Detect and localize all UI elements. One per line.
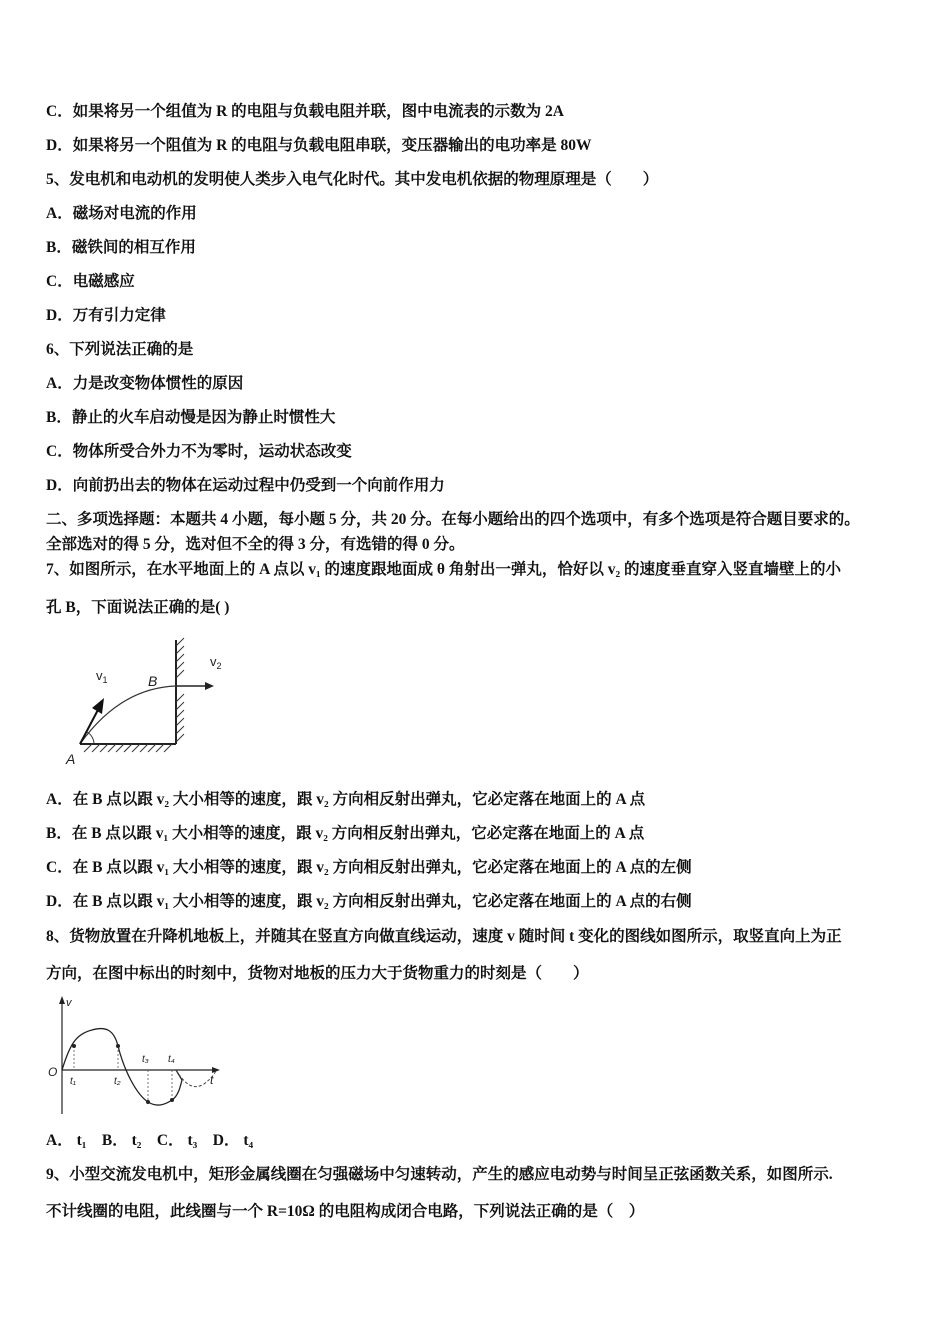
label-t: t (210, 1073, 214, 1087)
q8-vt-graph (44, 994, 224, 1118)
q5-option-b: B．磁铁间的相互作用 (46, 239, 196, 256)
q6-option-d: D．向前扔出去的物体在运动过程中仍受到一个向前作用力 (46, 477, 445, 494)
question-7: 7、如图所示，在水平地面上的 A 点以 v₁ 的速度跟地面成 θ 角射出一弹丸，恰好以 v₂ 的速度垂直穿入竖直墙壁上的小 (46, 561, 841, 578)
q7-option-d: D．在 B 点以跟 v₁ 大小相等的速度，跟 v₂ 方向相反射出弹丸，它必定落在地面上的 A 点的右侧 (46, 893, 692, 910)
q7-option-c: C．在 B 点以跟 v₁ 大小相等的速度，跟 v₂ 方向相反射出弹丸，它必定落在地面上的 A 点的左侧 (46, 859, 692, 876)
label-t3: t₃ (142, 1054, 149, 1065)
label-O: O (48, 1065, 58, 1079)
question-9-cont: 不计线圈的电阻，此线圈与一个 R=10Ω 的电阻构成闭合电路，下列说法正确的是（ ） (46, 1203, 645, 1220)
question-5: 5、发电机和电动机的发明使人类步入电气化时代。其中发电机依据的物理原理是（ ） (46, 171, 659, 188)
option-d-prev: D．如果将另一个阻值为 R 的电阻与负载电阻串联，变压器输出的电功率是 80W (46, 137, 592, 154)
section-2-header: 二、多项选择题：本题共 4 小题，每小题 5 分，共 20 分。在每小题给出的四个选项中，有多个选项是符合题目要求的。 (46, 511, 860, 528)
label-t2: t₂ (114, 1076, 121, 1087)
q7-figure (60, 636, 240, 771)
label-B: B (148, 673, 158, 689)
q6-option-a: A．力是改变物体惯性的原因 (46, 375, 244, 392)
question-9: 9、小型交流发电机中，矩形金属线圈在匀强磁场中匀速转动，产生的感应电动势与时间呈正弦函数关系，如图所示. (46, 1166, 833, 1183)
wall-hatch (176, 638, 184, 742)
point-t2 (116, 1044, 120, 1048)
q7-option-a: A．在 B 点以跟 v₂ 大小相等的速度，跟 v₂ 方向相反射出弹丸，它必定落在地面上的 A 点 (46, 791, 646, 808)
v2-arrowhead (205, 682, 214, 690)
ground-hatch (84, 744, 172, 752)
label-t1: t₁ (70, 1076, 76, 1087)
question-8-cont: 方向，在图中标出的时刻中，货物对地板的压力大于货物重力的时刻是（ ） (46, 965, 589, 982)
q8-options: A． t₁ B． t₂ C． t₃ D． t₄ (46, 1132, 254, 1149)
question-7-cont: 孔 B，下面说法正确的是( ) (46, 599, 230, 616)
v1-arrowhead (92, 698, 104, 714)
velocity-curve (62, 1029, 182, 1106)
q7-option-b: B．在 B 点以跟 v₁ 大小相等的速度，跟 v₂ 方向相反射出弹丸，它必定落在地面上的 A 点 (46, 825, 645, 842)
label-v: v (66, 997, 72, 1009)
q5-option-d: D．万有引力定律 (46, 307, 166, 324)
point-t3 (146, 1100, 150, 1104)
question-8: 8、货物放置在升降机地板上，并随其在竖直方向做直线运动，速度 v 随时间 t 变化的图线如图所示，取竖直向上为正 (46, 928, 842, 945)
section-2-header-cont: 全部选对的得 5 分，选对但不全的得 3 分，有选错的得 0 分。 (46, 536, 465, 553)
label-A: A (66, 751, 76, 767)
point-t1 (72, 1044, 76, 1048)
v-axis-arrow (59, 996, 65, 1004)
q5-option-a: A．磁场对电流的作用 (46, 205, 197, 222)
label-t4: t₄ (168, 1054, 175, 1065)
point-t4 (170, 1098, 174, 1102)
q5-option-c: C．电磁感应 (46, 273, 135, 290)
option-c-prev: C．如果将另一个组值为 R 的电阻与负载电阻并联，图中电流表的示数为 2A (46, 103, 564, 120)
v1-arrow (80, 706, 100, 744)
label-v1: $v_1$ (96, 668, 108, 685)
question-6: 6、下列说法正确的是 (46, 341, 194, 358)
q6-option-b: B．静止的火车启动慢是因为静止时惯性大 (46, 409, 336, 426)
q6-option-c: C．物体所受合外力不为零时，运动状态改变 (46, 443, 352, 460)
label-v2: $v_2$ (210, 654, 222, 671)
